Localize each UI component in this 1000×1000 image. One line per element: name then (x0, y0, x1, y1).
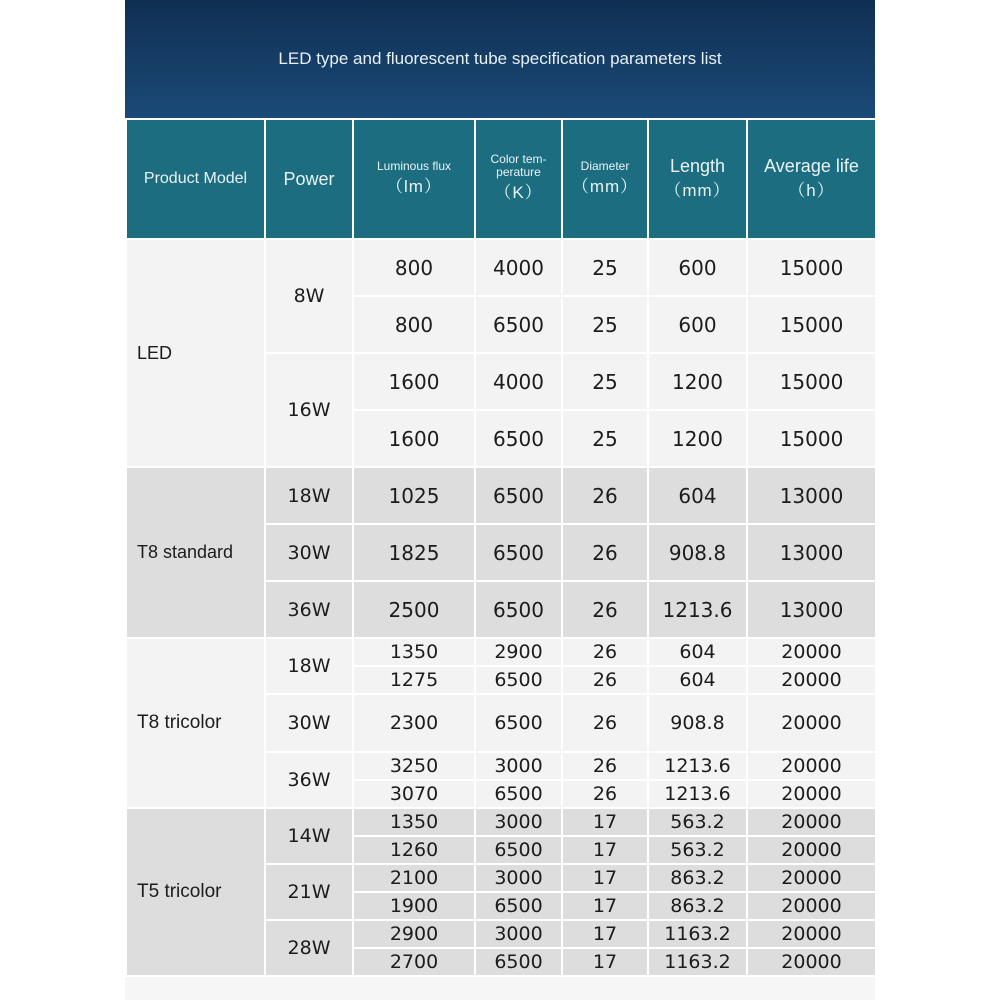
flux-cell: 1600 (353, 353, 475, 410)
life-cell: 20000 (747, 864, 875, 892)
header-color-temperature (475, 119, 562, 239)
product-model-cell: T8 standard (126, 467, 265, 638)
flux-cell: 2100 (353, 864, 475, 892)
life-cell: 20000 (747, 780, 875, 808)
life-cell: 20000 (747, 836, 875, 864)
diameter-cell: 17 (562, 808, 648, 836)
life-cell: 15000 (747, 353, 875, 410)
length-cell: 863.2 (648, 892, 747, 920)
life-cell: 20000 (747, 752, 875, 780)
header-length (648, 119, 747, 239)
header-label: Length (669, 156, 726, 176)
diameter-cell: 26 (562, 467, 648, 524)
life-cell: 20000 (747, 948, 875, 976)
life-cell: 13000 (747, 581, 875, 638)
flux-cell: 1260 (353, 836, 475, 864)
power-cell: 36W (265, 752, 353, 808)
flux-cell: 2900 (353, 920, 475, 948)
flux-cell: 2500 (353, 581, 475, 638)
diameter-cell: 26 (562, 780, 648, 808)
life-cell: 20000 (747, 892, 875, 920)
temp-cell: 6500 (475, 780, 562, 808)
spec-sheet (125, 0, 875, 1000)
power-cell: 36W (265, 581, 353, 638)
length-cell: 1213.6 (648, 752, 747, 780)
temp-cell: 6500 (475, 836, 562, 864)
power-cell: 8W (265, 239, 353, 353)
length-cell: 863.2 (648, 864, 747, 892)
flux-cell: 1825 (353, 524, 475, 581)
flux-cell: 1600 (353, 410, 475, 467)
temp-cell: 6500 (475, 410, 562, 467)
temp-cell: 6500 (475, 694, 562, 752)
temp-cell: 6500 (475, 581, 562, 638)
flux-cell: 1350 (353, 638, 475, 666)
power-cell: 21W (265, 864, 353, 920)
length-cell: 1200 (648, 410, 747, 467)
length-cell: 563.2 (648, 808, 747, 836)
power-cell: 14W (265, 808, 353, 864)
temp-cell: 3000 (475, 808, 562, 836)
header-label: Product Model (143, 170, 248, 187)
header-unit: （mm） (664, 181, 731, 200)
temp-cell: 4000 (475, 239, 562, 296)
life-cell: 20000 (747, 808, 875, 836)
length-cell: 1200 (648, 353, 747, 410)
temp-cell: 6500 (475, 892, 562, 920)
diameter-cell: 17 (562, 948, 648, 976)
title-banner (125, 0, 875, 118)
flux-cell: 2300 (353, 694, 475, 752)
header-label: Diameter (580, 158, 630, 173)
diameter-cell: 17 (562, 864, 648, 892)
table-row (126, 808, 875, 836)
product-model-cell: LED (126, 239, 265, 467)
flux-cell: 1350 (353, 808, 475, 836)
diameter-cell: 17 (562, 836, 648, 864)
temp-cell: 6500 (475, 666, 562, 694)
header-power (265, 119, 353, 239)
life-cell: 20000 (747, 920, 875, 948)
temp-cell: 4000 (475, 353, 562, 410)
length-cell: 908.8 (648, 694, 747, 752)
diameter-cell: 17 (562, 892, 648, 920)
diameter-cell: 17 (562, 920, 648, 948)
header-label: Power (283, 169, 335, 189)
length-cell: 604 (648, 467, 747, 524)
temp-cell: 6500 (475, 524, 562, 581)
header-diameter (562, 119, 648, 239)
product-model-cell: T5 tricolor (126, 808, 265, 976)
diameter-cell: 26 (562, 694, 648, 752)
temp-cell: 3000 (475, 864, 562, 892)
diameter-cell: 25 (562, 410, 648, 467)
flux-cell: 2700 (353, 948, 475, 976)
diameter-cell: 25 (562, 239, 648, 296)
flux-cell: 800 (353, 239, 475, 296)
table-row (126, 467, 875, 524)
life-cell: 13000 (747, 524, 875, 581)
temp-cell: 6500 (475, 948, 562, 976)
spec-table-body (126, 239, 875, 976)
power-cell: 18W (265, 467, 353, 524)
header-label: Color tem-perature (490, 152, 547, 179)
length-cell: 604 (648, 638, 747, 666)
length-cell: 1163.2 (648, 920, 747, 948)
power-cell: 30W (265, 524, 353, 581)
header-label: Luminous flux (376, 158, 452, 173)
length-cell: 1213.6 (648, 581, 747, 638)
diameter-cell: 26 (562, 524, 648, 581)
power-cell: 16W (265, 353, 353, 467)
length-cell: 604 (648, 666, 747, 694)
life-cell: 15000 (747, 296, 875, 353)
diameter-cell: 26 (562, 638, 648, 666)
temp-cell: 6500 (475, 467, 562, 524)
header-product-model (126, 119, 265, 239)
life-cell: 13000 (747, 467, 875, 524)
spec-table (125, 118, 875, 977)
temp-cell: 3000 (475, 752, 562, 780)
temp-cell: 2900 (475, 638, 562, 666)
header-unit: （K） (494, 183, 543, 202)
flux-cell: 3070 (353, 780, 475, 808)
temp-cell: 3000 (475, 920, 562, 948)
diameter-cell: 26 (562, 666, 648, 694)
length-cell: 600 (648, 239, 747, 296)
length-cell: 908.8 (648, 524, 747, 581)
table-row (126, 638, 875, 666)
product-model-cell: T8 tricolor (126, 638, 265, 808)
header-average-life (747, 119, 875, 239)
flux-cell: 1025 (353, 467, 475, 524)
flux-cell: 3250 (353, 752, 475, 780)
temp-cell: 6500 (475, 296, 562, 353)
header-row (126, 119, 875, 239)
header-luminous-flux (353, 119, 475, 239)
page-title: LED type and fluorescent tube specification parameters list (278, 49, 722, 68)
diameter-cell: 25 (562, 296, 648, 353)
header-unit: （h） (788, 181, 835, 200)
life-cell: 20000 (747, 666, 875, 694)
header-unit: （mm） (571, 176, 639, 196)
power-cell: 30W (265, 694, 353, 752)
power-cell: 18W (265, 638, 353, 694)
flux-cell: 800 (353, 296, 475, 353)
length-cell: 600 (648, 296, 747, 353)
length-cell: 1163.2 (648, 948, 747, 976)
flux-cell: 1900 (353, 892, 475, 920)
header-unit: （lm） (386, 176, 442, 196)
length-cell: 1213.6 (648, 780, 747, 808)
diameter-cell: 26 (562, 752, 648, 780)
life-cell: 20000 (747, 638, 875, 666)
length-cell: 563.2 (648, 836, 747, 864)
diameter-cell: 26 (562, 581, 648, 638)
header-label: Average life (764, 156, 859, 176)
life-cell: 15000 (747, 410, 875, 467)
table-row (126, 239, 875, 296)
life-cell: 20000 (747, 694, 875, 752)
power-cell: 28W (265, 920, 353, 976)
flux-cell: 1275 (353, 666, 475, 694)
diameter-cell: 25 (562, 353, 648, 410)
life-cell: 15000 (747, 239, 875, 296)
